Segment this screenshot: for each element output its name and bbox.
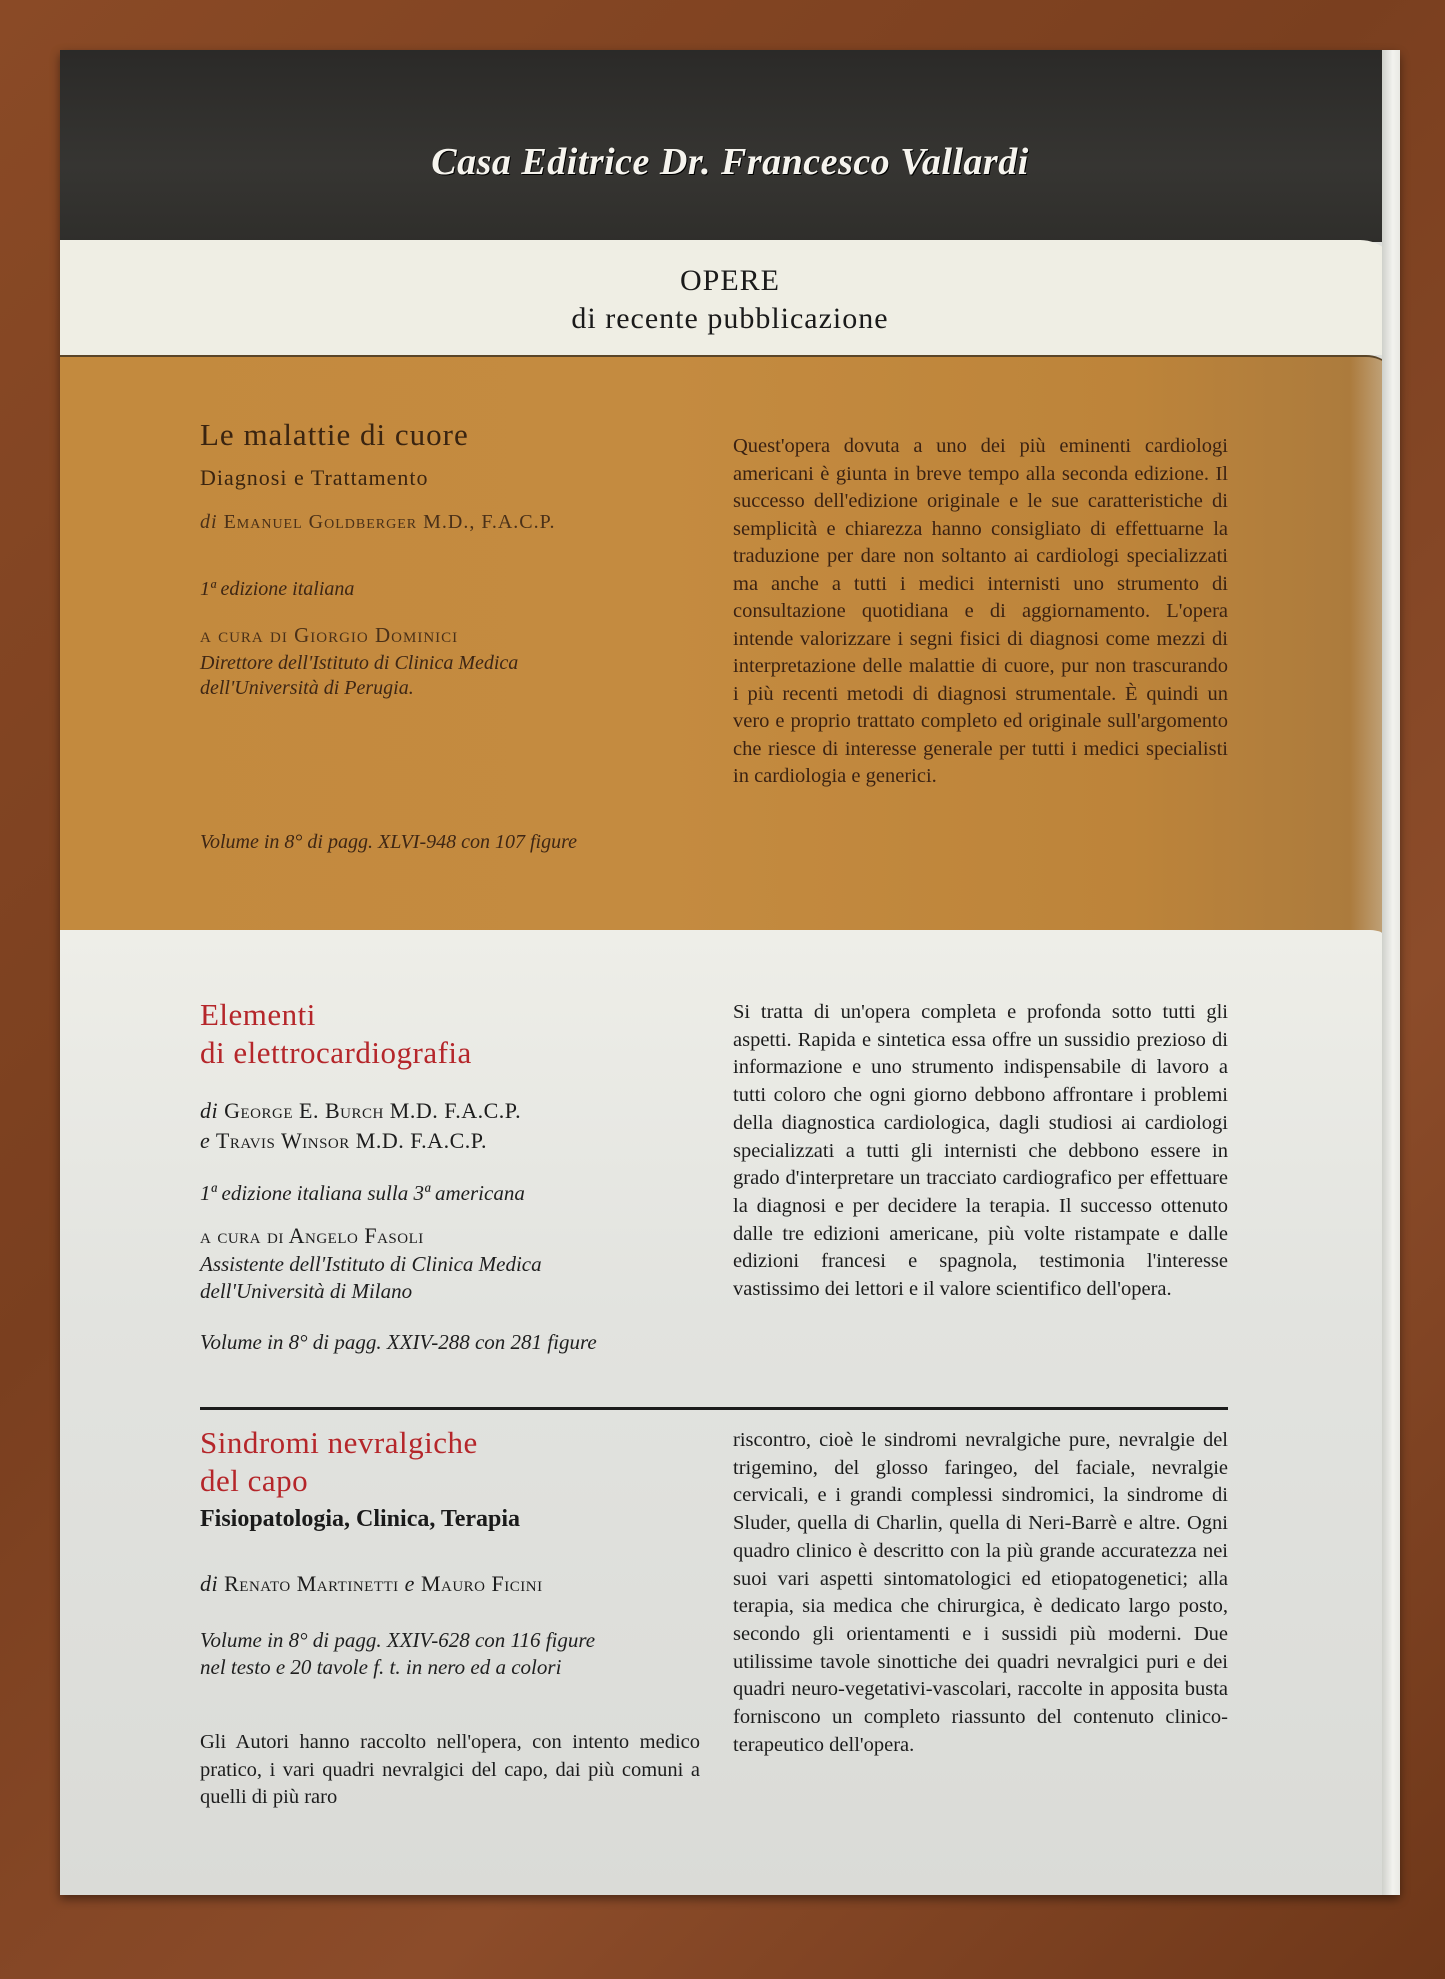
book-2-editor-role-2: dell'Università di Milano (200, 1279, 413, 1303)
book-3-title-line-1: Sindromi nevralgiche (200, 1425, 478, 1460)
banner-title: OPERE (679, 264, 780, 297)
book-1-details (200, 417, 700, 700)
book-2-author-prefix: di (200, 1098, 219, 1123)
book-1-author-name: Emanuel Goldberger M.D., F.A.C.P. (223, 511, 556, 533)
book-3-details (200, 1424, 700, 1812)
book-1-volume: Volume in 8° di pagg. XLVI-948 con 107 figure (200, 831, 578, 853)
book-2-editor-role-1: Assistente dell'Istituto di Clinica Medica (200, 1252, 542, 1276)
book-3-title-line-2: del capo (200, 1463, 309, 1498)
book-2-editor: a cura di Angelo Fasoli (200, 1223, 424, 1248)
book-1-subtitle: Diagnosi e Trattamento (200, 465, 429, 490)
book-2-authors (200, 1096, 700, 1156)
banner-subtitle: di recente pubblicazione (571, 302, 889, 335)
book-2-author-1: George E. Burch M.D. F.A.C.P. (224, 1098, 522, 1123)
book-2-title-line-2: di elettrocardiografia (200, 1035, 472, 1070)
book-3-author-2: Mauro Ficini (420, 1571, 543, 1596)
book-2-author-join: e (200, 1128, 211, 1153)
book-1-author-prefix: di (200, 511, 218, 533)
book-1-edition: 1ª edizione italiana (200, 578, 355, 600)
book-2-author-2: Travis Winsor M.D. F.A.C.P. (215, 1128, 488, 1153)
cover-right-edge (1382, 50, 1400, 1895)
book-3-subtitle: Fisiopatologia, Clinica, Terapia (200, 1506, 521, 1532)
book-1-description: Quest'opera dovuta a uno dei più eminenti cardiologi americani è giunta in breve tempo alla seconda edizione. Il successo dell'edizione originale e le sue caratteristiche di semplicità e chiarezza hanno consigliato di effettuarne la traduzione per dare non soltanto ai cardiologi specializzati ma anche a tutti i medici internisti uno strumento di consultazione quotidiana e di aggiornamento. L'opera intende valorizzare i segni fisici di diagnosi come mezzi di interpretazione delle malattie di cuore, pur non trascurando i più recenti metodi di diagnosi strumentale. È quindi un vero e proprio trattato completo ed originale sull'argomento che riesce di interesse generale per tutti i medici specialisti in cardiologia e generici. (733, 435, 1228, 787)
book-entry-malattie-di-cuore (60, 355, 1400, 934)
book-2-volume: Volume in 8° di pagg. XXIV-288 con 281 figure (200, 1330, 597, 1354)
publisher-header-band (60, 50, 1400, 242)
book-2-edition: 1ª edizione italiana sulla 3ª americana (200, 1181, 525, 1205)
lower-catalog-area (60, 930, 1400, 1895)
book-3-authors (200, 1569, 700, 1599)
catalog-banner (60, 240, 1400, 355)
book-2-description: Si tratta di un'opera completa e profonda sotto tutti gli aspetti. Rapida e sintetica essa offre un sussidio prezioso di informazione e uno strumento indispensabile di lavoro a tutti coloro che ogni giorno debbono affrontare i problemi della diagnostica cardiologica, dagli studiosi ai cardiologi specializzati a tutti gli internisti che debbono essere in grado d'interpretare un tracciato cardiografico per effettuare la diagnosi e per decidere la terapia. Il successo ottenuto dalle tre edizioni americane, più volte ristampate e dalle edizioni francesi e spagnola, testimonia l'interesse vastissimo dei lettori e il valore scientifico dell'opera. (733, 1001, 1228, 1301)
book-1-author (200, 511, 700, 534)
publisher-name: Casa Editrice Dr. Francesco Vallardi (431, 141, 1029, 183)
book-3-author-1: Renato Martinetti (224, 1571, 399, 1596)
book-3-volume-line-2: nel testo e 20 tavole f. t. in nero ed a colori (200, 1655, 562, 1679)
book-3-author-prefix: di (200, 1571, 219, 1596)
book-1-editor-role-2: dell'Università di Perugia. (200, 677, 414, 699)
book-1-editor-role-1: Direttore dell'Istituto di Clinica Medica (200, 652, 519, 674)
book-3-description-left: Gli Autori hanno raccolto nell'opera, con intento medico pratico, i vari quadri nevralgici del capo, dai più comuni a quelli di più raro (200, 1731, 700, 1809)
book-3-volume-line-1: Volume in 8° di pagg. XXIV-628 con 116 figure (200, 1628, 596, 1652)
book-3-author-join: e (404, 1571, 415, 1596)
book-1-editor: a cura di Giorgio Dominici (200, 623, 459, 647)
book-2-details (200, 996, 700, 1356)
book-back-cover (60, 50, 1400, 1895)
section-divider (200, 1407, 1228, 1410)
book-3-description-right: riscontro, cioè le sindromi nevralgiche pure, nevralgie del trigemino, del glosso faringeo, del faciale, nevralgie cervicali, e i grandi complessi sindromici, la sindrome di Sluder, quella di Charlin, quella di Neri-Barrè e altre. Ogni quadro clinico è descritto con la più grande accuratezza nei suoi vari aspetti sintomatologici ed etiopatogenetici; alla terapia, sia medica che chirurgica, è dedicato largo posto, secondo gli orientamenti e i sussidi più moderni. Due utilissime tavole sinottiche dei quadri nevralgici puri e dei quadri neuro-vegetativi-vascolari, raccolte in apposita busta forniscono un completo riassunto del contenuto clinico-terapeutico dell'opera. (733, 1429, 1228, 1756)
book-2-title-line-1: Elementi (200, 997, 316, 1032)
book-1-title: Le malattie di cuore (200, 417, 469, 452)
